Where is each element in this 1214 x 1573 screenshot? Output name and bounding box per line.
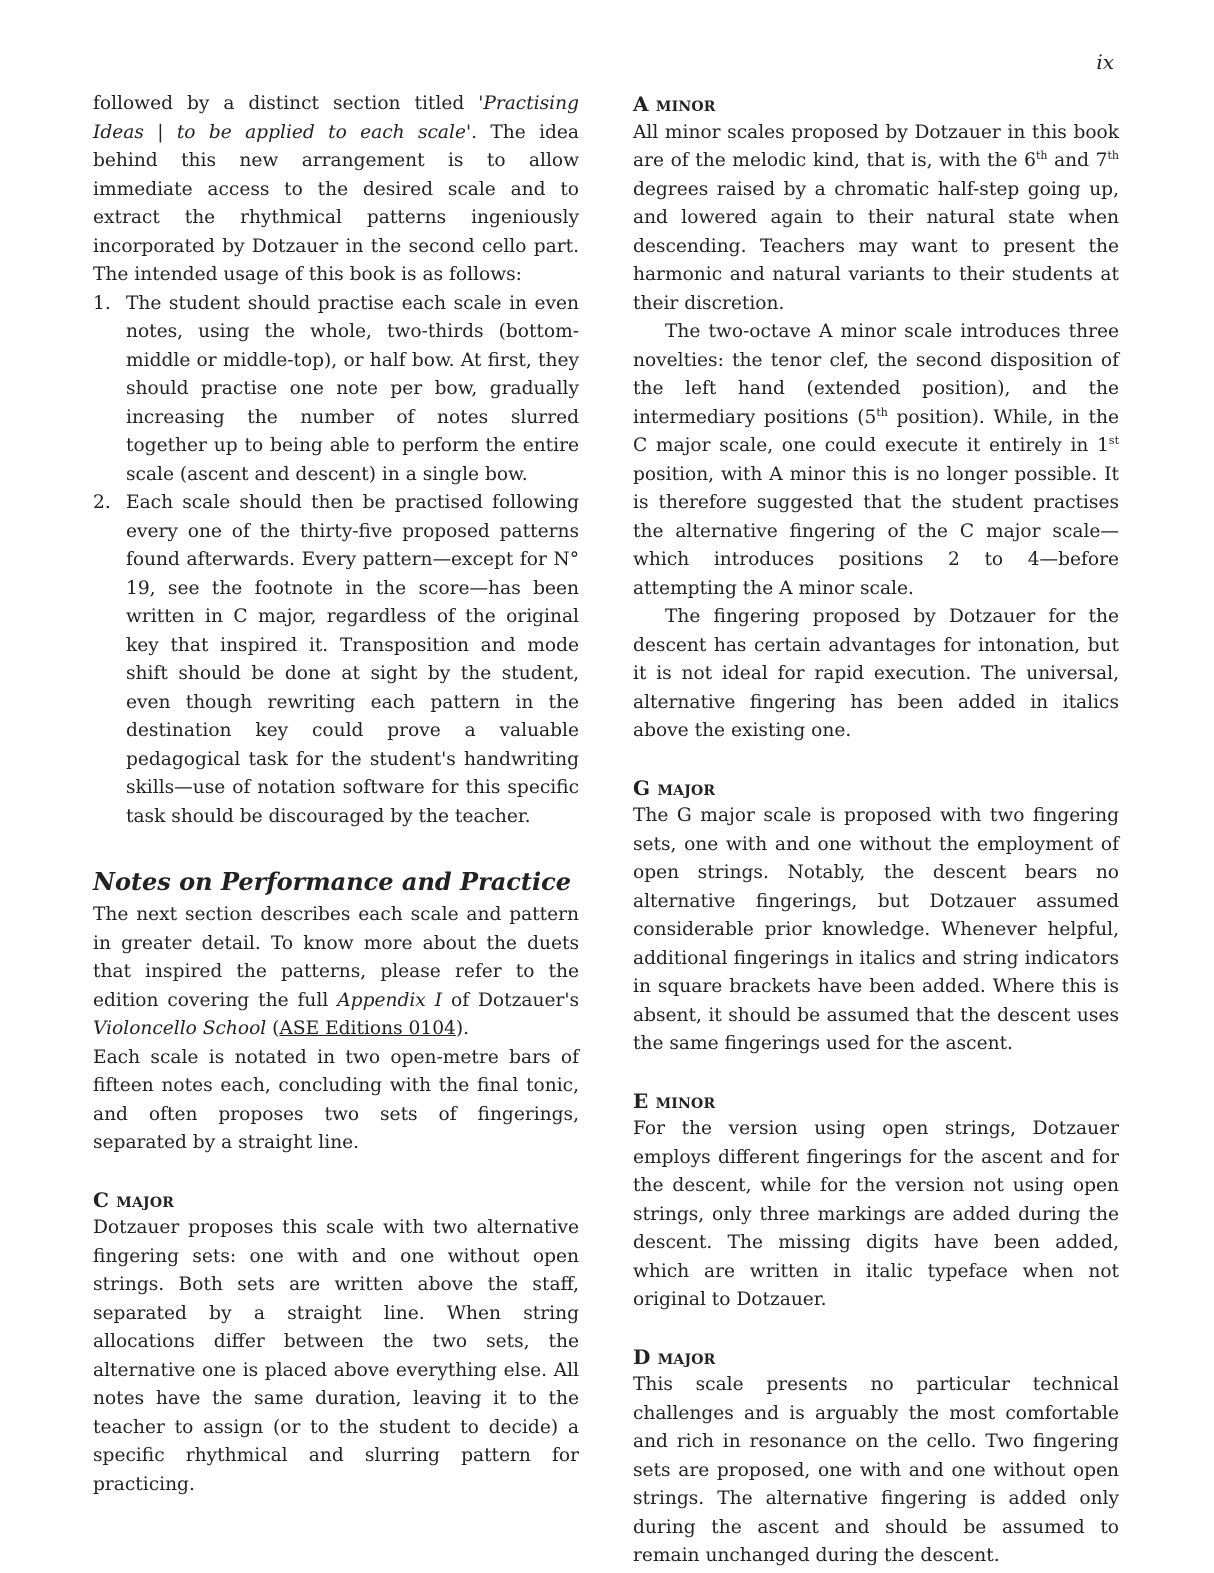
usage-list (93, 290, 579, 832)
notes-paragraph-1: The next section describes each scale and pattern in greater detail. To know more about the duets that inspired the patterns, please refer to the edition covering the full Appendix I of Dotzauer's Violoncello School (ASE Editions 0104). (93, 904, 580, 1039)
a-minor-paragraph-3: The fingering proposed by Dotzauer for the descent has certain advantages for intonation, but it is not ideal for rapid execution. The universal, alternative fingering has been added in italics above the existing one. (633, 606, 1119, 741)
heading-d-major: D major (633, 1344, 716, 1369)
list-item: 2. Each scale should then be practised following every one of the thirty-five proposed patterns found afterwards. Every pattern—except for N° 19, see the footnote in the score—has been written in C major, regardless of the original key that inspired it. Transposition and mode shift should be done at sight by the student, even though rewriting each pattern in the destination key could prove a valuable pedagogical task for the student's handwriting skills—use of notation software for this specific task should be discouraged by the teacher. (93, 492, 579, 827)
a-minor-paragraph-2: The two-octave A minor scale introduces three novelties: the tenor clef, the second disposition of the left hand (extended position), and the intermediary positions (5th position). While, in the C major scale, one could execute it entirely in 1st position, with A minor this is no longer possible. It is therefore suggested that the student practises the alternative fingering of the C major scale—which introduces positions 2 to 4—before attempting the A minor scale. (633, 321, 1119, 599)
e-minor-text: For the version using open strings, Dotzauer employs different fingerings for the ascent and for the descent, while for the version not using open strings, only three markings are added during the descent. The missing digits have been added, which are written in italic typeface when not original to Dotzauer. (633, 1118, 1119, 1310)
heading-a-minor: A minor (633, 92, 716, 116)
left-column (93, 90, 579, 1499)
intro-paragraph: followed by a distinct section titled 'Practising Ideas | to be applied to each scale'. The idea behind this new arrangement is to allow immediate access to the desired scale and to extract the rhythmical patterns ingeniously incorporated by Dotzauer in the second cello part. The intended usage of this book is as follows: (93, 93, 580, 285)
d-major-text: This scale presents no particular technical challenges and is arguably the most comfortable and rich in resonance on the cello. Two fingering sets are proposed, one with and one without open strings. The alternative fingering is added only during the ascent and should be assumed to remain unchanged during the descent. (633, 1374, 1119, 1566)
section-heading-notes: Notes on Performance and Practice (93, 867, 571, 896)
notes-paragraph-2: Each scale is notated in two open-metre bars of fifteen notes each, concluding with the final tonic, and often proposes two sets of fingerings, separated by a straight line. (93, 1046, 579, 1153)
c-major-text: Dotzauer proposes this scale with two alternative fingering sets: one with and one without open strings. Both sets are written above the staff, separated by a straight line. When string allocations differ between the two sets, the alternative one is placed above everything else. All notes have the same duration, leaving it to the teacher to assign (or to the student to decide) a specific rhythmical and slurring pattern for practicing. (93, 1217, 579, 1495)
list-item: 1. The student should practise each scale in even notes, using the whole, two-thirds (bottom-middle or middle-top), or half bow. At first, they should practise one note per bow, gradually increasing the number of notes slurred together up to being able to perform the entire scale (ascent and descent) in a single bow. (93, 292, 579, 485)
right-column (633, 90, 1119, 1571)
ase-editions-link[interactable]: ASE Editions 0104 (279, 1018, 456, 1039)
heading-g-major: G major (633, 775, 716, 800)
heading-c-major: C major (93, 1187, 175, 1212)
g-major-text: The G major scale is proposed with two fingering sets, one with and one without the employment of open strings. Notably, the descent bears no alternative fingerings, but Dotzauer assumed considerable prior knowledge. Whenever helpful, additional fingerings in italics and string indicators in square brackets have been added. Where this is absent, it should be assumed that the descent uses the same fingerings used for the ascent. (633, 805, 1119, 1054)
a-minor-paragraph-1: All minor scales proposed by Dotzauer in this book are of the melodic kind, that is, with the 6th and 7th degrees raised by a chromatic half-step going up, and lowered again to their natural state when descending. Teachers may want to present the harmonic and natural variants to their students at their discretion. (633, 121, 1119, 314)
page-number: ix (1096, 50, 1114, 74)
heading-e-minor: E minor (633, 1088, 716, 1113)
